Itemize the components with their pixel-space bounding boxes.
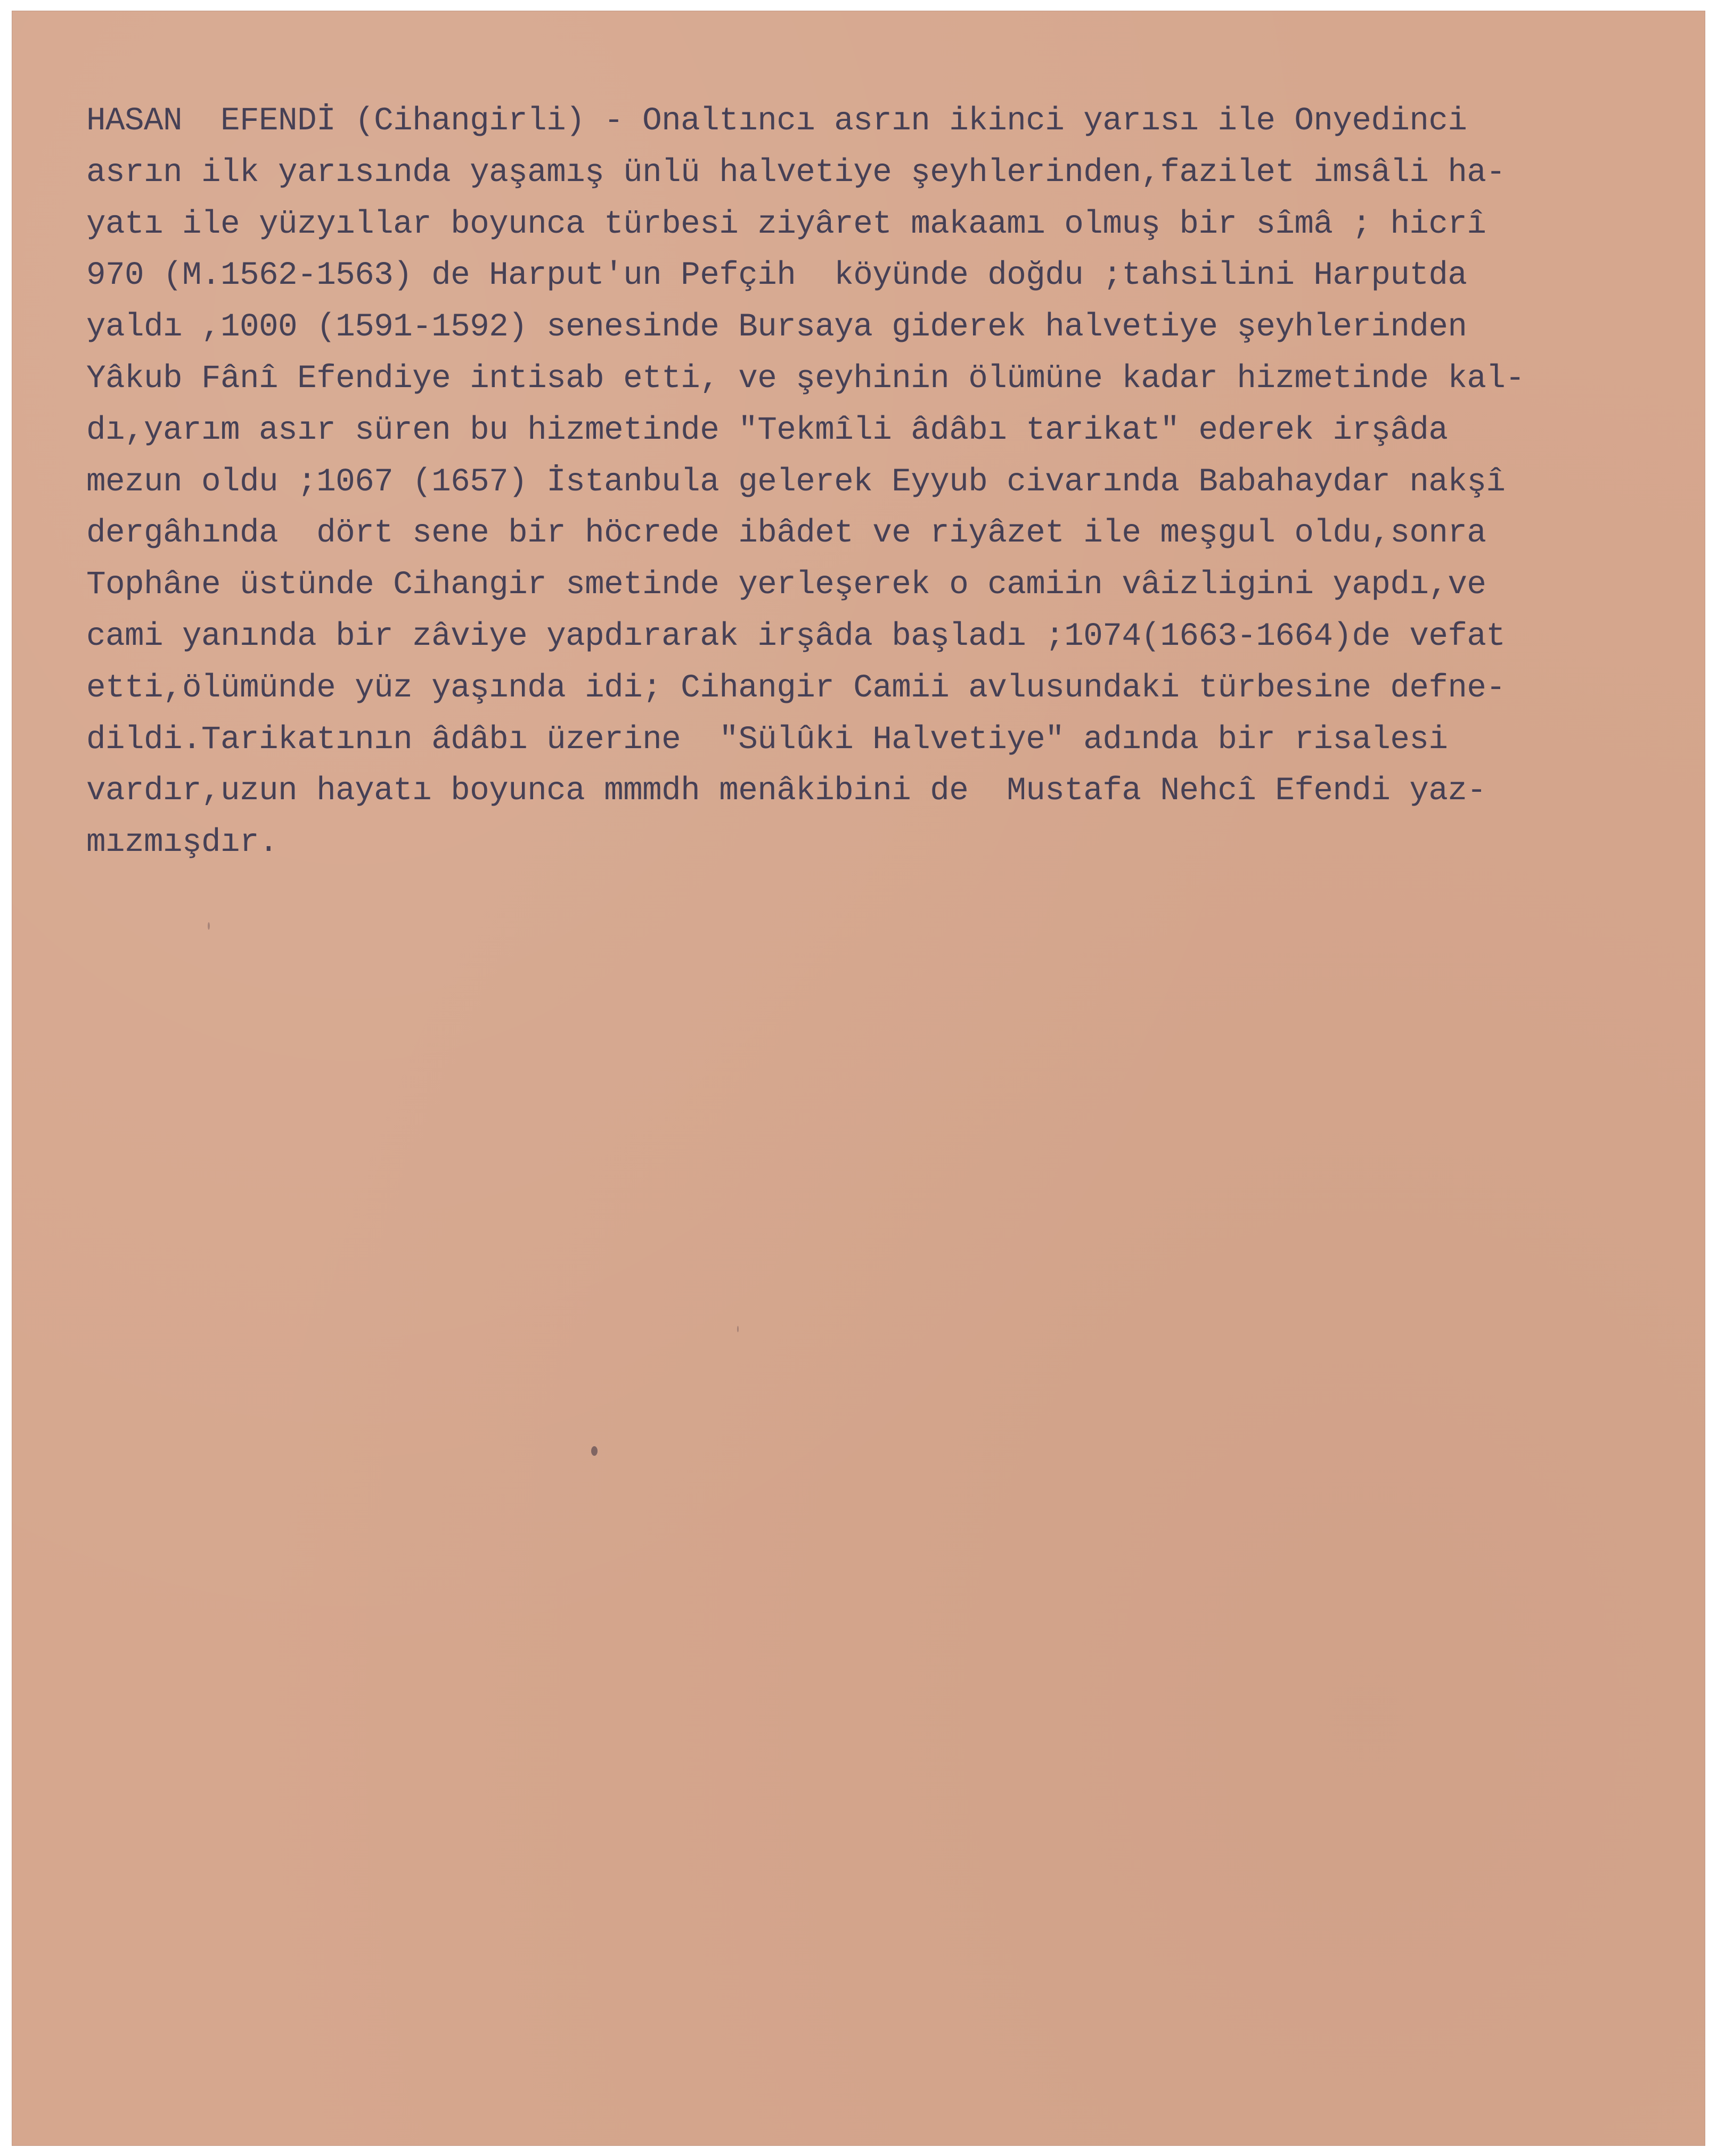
text-line: dı,yarım asır süren bu hizmetinde "Tekmîli âdâbı tarikat" ederek irşâda bbox=[86, 412, 1448, 449]
text-line: 970 (M.1562-1563) de Harput'un Pefçih köyünde doğdu ;tahsilini Harputda bbox=[86, 257, 1467, 294]
typed-page bbox=[12, 11, 1705, 2146]
text-line: vardır,uzun hayatı boyunca mmmdh menâkibini de Mustafa Nehcî Efendi yaz- bbox=[86, 773, 1486, 810]
text-line: etti,ölümünde yüz yaşında idi; Cihangir Camii avlusundaki türbesine defne- bbox=[86, 669, 1506, 707]
typed-text-body bbox=[86, 96, 1657, 869]
text-line: Yâkub Fânî Efendiye intisab etti, ve şeyhinin ölümüne kadar hizmetinde kal- bbox=[86, 360, 1525, 397]
text-line: Tophâne üstünde Cihangir smetinde yerleşerek o camiin vâizligini yapdı,ve bbox=[86, 567, 1486, 604]
text-line: mızmışdır. bbox=[86, 824, 279, 862]
text-line: yatı ile yüzyıllar boyunca türbesi ziyâret makaamı olmuş bir sîmâ ; hicrî bbox=[86, 206, 1486, 243]
text-line: dergâhında dört sene bir höcrede ibâdet ve riyâzet ile meşgul oldu,sonra bbox=[86, 515, 1486, 552]
text-line: HASAN EFENDİ (Cihangirli) - Onaltıncı asrın ikinci yarısı ile Onyedinci bbox=[86, 103, 1467, 140]
text-line: dildi.Tarikatının âdâbı üzerine "Sülûki Halvetiye" adında bir risalesi bbox=[86, 721, 1448, 758]
ink-speck bbox=[591, 1446, 598, 1456]
ink-speck bbox=[737, 1326, 739, 1332]
text-line: asrın ilk yarısında yaşamış ünlü halvetiye şeyhlerinden,fazilet imsâli ha- bbox=[86, 154, 1506, 191]
text-line: mezun oldu ;1067 (1657) İstanbula gelerek Eyyub civarında Babahaydar nakşî bbox=[86, 463, 1506, 501]
text-line: yaldı ,1000 (1591-1592) senesinde Bursaya giderek halvetiye şeyhlerinden bbox=[86, 309, 1467, 346]
text-line: cami yanında bir zâviye yapdırarak irşâda başladı ;1074(1663-1664)de vefat bbox=[86, 618, 1506, 655]
ink-speck bbox=[208, 922, 210, 930]
